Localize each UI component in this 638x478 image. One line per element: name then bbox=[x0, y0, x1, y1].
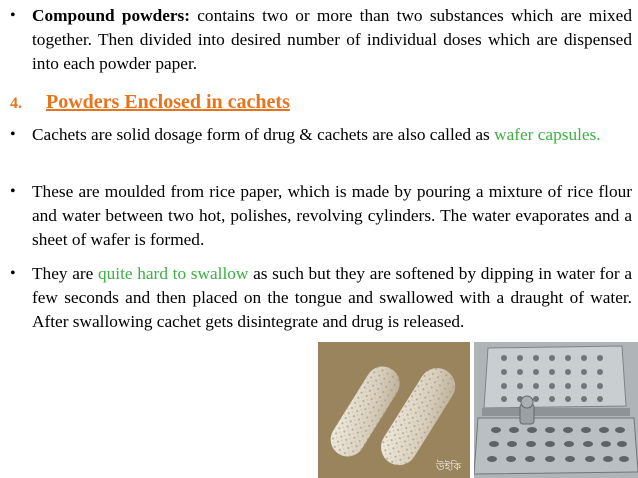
section-title: Powders Enclosed in cachets bbox=[46, 91, 290, 113]
bullet-dot: • bbox=[10, 183, 16, 200]
bullet-body: contains two or more than two substances which are mixed together. Then divided into desired number of individual doses which are dispensed into each powder paper. bbox=[32, 6, 632, 73]
bullet-text bbox=[32, 262, 632, 334]
bullet-moulded bbox=[10, 180, 632, 252]
section-heading bbox=[10, 89, 290, 117]
cachet-machine-illustration bbox=[474, 342, 638, 478]
bullet-dot: • bbox=[10, 7, 16, 24]
machine-base bbox=[474, 418, 638, 474]
bullet-text bbox=[32, 4, 632, 76]
bullet-dot: • bbox=[10, 126, 16, 143]
bullet-text bbox=[32, 123, 632, 147]
highlight-text: wafer capsules. bbox=[494, 125, 601, 144]
bullet-swallow bbox=[10, 262, 632, 334]
machine-hinge bbox=[482, 408, 630, 416]
cachet-capsules-photo bbox=[318, 342, 470, 478]
bullet-body: They are bbox=[32, 264, 98, 283]
highlight-text: quite hard to swallow bbox=[98, 264, 249, 283]
capsules-illustration bbox=[318, 342, 470, 478]
section-number: 4. bbox=[10, 95, 22, 112]
bullet-cachets bbox=[10, 123, 632, 147]
watermark-text: উইকি bbox=[436, 460, 462, 473]
bullet-compound-powders bbox=[10, 4, 632, 76]
cachet-machine-photo bbox=[474, 342, 638, 478]
bullet-dot: • bbox=[10, 265, 16, 282]
bullet-body: Cachets are solid dosage form of drug & cachets are also called as bbox=[32, 125, 495, 144]
bullet-body: as such but they are softened by dipping in water for a few seconds and then placed on the tongue and swallowed with a draught of water. After swallowing cachet gets disintegrate and drug is released. bbox=[32, 264, 632, 331]
bullet-label: Compound powders: bbox=[32, 6, 191, 25]
bullet-body: These are moulded from rice paper, which is made by pouring a mixture of rice flour and water between two hot, polishes, revolving cylinders. The water evaporates and a sheet of wafer is formed. bbox=[32, 182, 632, 249]
